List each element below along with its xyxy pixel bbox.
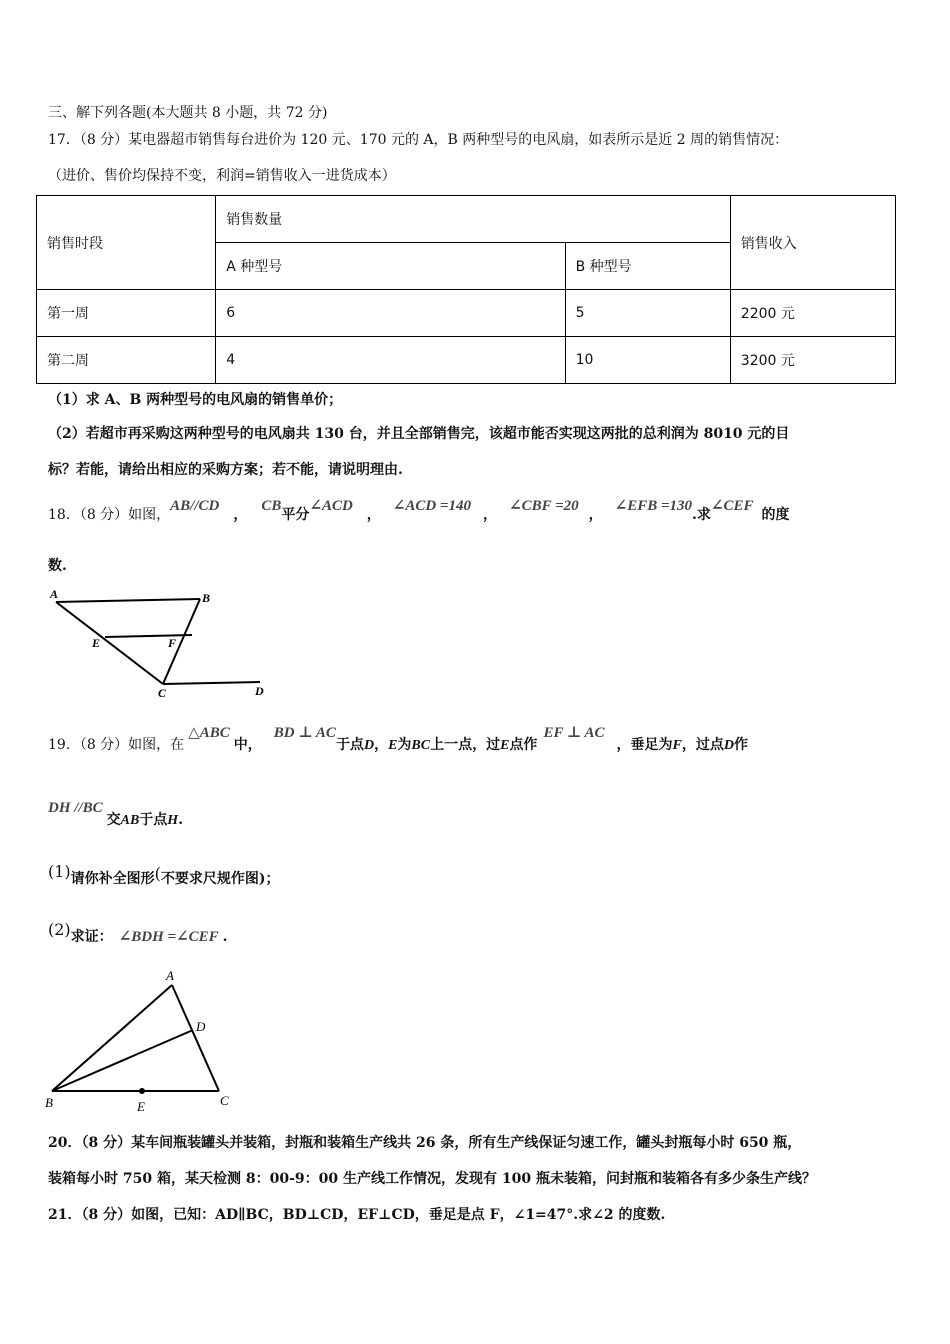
row2-a: 4 [216,337,565,384]
row1-period: 第一周 [37,290,216,337]
header-b: B 种型号 [565,243,730,290]
q17-sub1: （1）求 A、B 两种型号的电风扇的销售单价； [48,392,343,408]
q18-label-f: F [168,636,177,650]
sales-table [36,195,896,384]
q18-text: ， [233,507,248,523]
q19-label-a: A [166,968,174,983]
q18-math-cb: CB [261,498,282,514]
header-period: 销售时段 [37,196,216,290]
table-row [37,337,896,384]
header-a: A 种型号 [216,243,565,290]
q18-text: 平分 [281,507,310,523]
q19-text: 于点 [335,737,364,753]
q20-line1: 20．（8 分）某车间瓶装罐头并装箱，封瓶和装箱生产线共 26 条，所有生产线保证匀速工作，罐头封瓶每小时 650 瓶， [48,1135,802,1151]
q19-math-bdh-cef: ∠BDH =∠CEF [118,929,219,945]
q18-label-d: D [255,684,264,698]
q19-text: 为 [397,737,412,753]
table-row [37,290,896,337]
q19-label-b: B [45,1095,53,1110]
q19-part1-text: 请你补全图形 [70,871,155,887]
q19-text: 上一点，过 [430,737,501,753]
q18-label-e: E [92,636,101,650]
q19-label-d: D [196,1019,206,1034]
q18-text: ， [588,507,603,523]
row2-income: 3200 元 [730,337,895,384]
q19-part1-text: )； [258,871,280,887]
q19-part1 [48,862,280,889]
q19-text: ，过点 [681,737,724,753]
q19-text: ，垂足为 [616,737,673,753]
q18-text: ， [366,507,381,523]
q19-part2 [48,920,228,947]
header-qty: 销售数量 [216,196,731,243]
q19-italic: E [388,738,398,753]
q19-text: ， [374,737,389,753]
q19-part2-number: (2) [48,920,71,939]
q18-math-acd-140: ∠ACD =140 [392,498,472,514]
row1-b: 5 [565,290,730,337]
q19-label-c: C [220,1093,229,1108]
q18-label-b: B [202,591,211,605]
row2-period: 第二周 [37,337,216,384]
q17-line2: （进价、售价均保持不变，利润=销售收入一进货成本） [48,168,396,184]
q18-prefix: 18．（8 分）如图， [48,507,171,523]
q17-sub2b: 标？若能，请给出相应的采购方案；若不能，请说明理由. [48,462,403,478]
q18-figure [42,585,282,700]
q19-italic: BC [411,738,431,753]
q19-figure [40,965,240,1115]
row1-a: 6 [216,290,565,337]
q19-text: . [178,812,184,828]
q19-part2-text: 求证： [70,929,113,945]
q18-math-efb-130: ∠EFB =130 [614,498,693,514]
q19-line2 [48,800,184,831]
q19-part1-number: (1) [48,862,71,881]
q17-sub2a: （2）若超市再采购这两种型号的电风扇共 130 台，并且全部销售完，该超市能否实现这两批的总利润为 8010 元的目 [48,426,790,442]
q18-label-c: C [158,686,167,700]
q17-line1: 17．（8 分）某电器超市销售每台进价为 120 元、170 元的 A，B 两种型号的电风扇，如表所示是近 2 周的销售情况： [48,132,789,148]
q19-part2-text: . [222,929,228,945]
row1-income: 2200 元 [730,290,895,337]
q18-math-acd: ∠ACD [309,498,353,514]
q19-math-bd-ac: BD ⊥ AC [273,725,336,741]
q19-math-abc: △ABC [188,725,230,741]
q18-line1 [48,498,790,525]
q19-text: 中， [233,737,262,753]
q18-text: .求 [692,507,711,523]
q19-part1-text: 不要求尺规作图 [160,871,259,887]
q19-prefix: 19．（8 分）如图，在 [48,737,185,753]
q19-text: 点作 [509,737,538,753]
q19-italic: F [672,738,682,753]
row2-b: 10 [565,337,730,384]
q18-math-ab-cd: AB//CD [170,498,220,514]
q19-line1 [48,725,748,756]
q19-text: 交 [106,812,121,828]
q19-italic: H [167,813,179,828]
q19-text: 于点 [139,812,168,828]
q19-part1-paren: ( [154,864,161,883]
q18-text: 的度 [761,507,790,523]
q18-label-a: A [50,587,59,601]
q19-italic: AB [120,813,140,828]
q19-math-dh-bc: DH //BC [48,800,103,816]
q19-math-ef-ac: EF ⊥ AC [543,725,605,741]
q19-italic: E [500,738,510,753]
header-income: 销售收入 [730,196,895,290]
q19-italic: D [363,738,375,753]
q21-line1: 21．（8 分）如图，已知：AD∥BC，BD⊥CD，EF⊥CD，垂足是点 F，∠1=47°.求∠2 的度数. [48,1207,666,1223]
q18-math-cef: ∠CEF [710,498,754,514]
q20-line2: 装箱每小时 750 箱，某天检测 8：00-9：00 生产线工作情况，发现有 100 瓶未装箱，问封瓶和装箱各有多少条生产线？ [48,1171,816,1187]
q18-math-cbf-20: ∠CBF =20 [509,498,579,514]
q19-text: 作 [734,737,748,753]
section-title: 三、解下列各题(本大题共 8 小题，共 72 分) [48,105,328,121]
q18-line2: 数. [48,558,67,574]
q18-text: ， [483,507,498,523]
q19-italic: D [723,738,734,753]
q19-label-e: E [137,1099,145,1114]
